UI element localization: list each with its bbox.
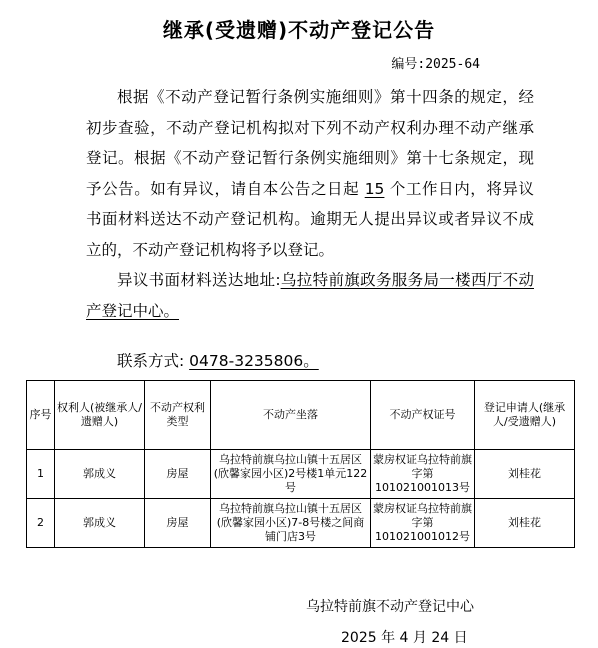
header-applicant: 登记申请人(继承人/受遗赠人) [475,381,575,450]
cell-right-type: 房屋 [145,450,211,499]
table-row [27,499,575,548]
cell-cert-no: 蒙房权证乌拉特前旗字第101021001012号 [371,499,475,548]
address-label: 异议书面材料送达地址: [117,271,281,289]
registration-table [26,380,575,548]
doc-number: 编号:2025-64 [391,57,480,72]
notice-paragraph-1 [86,82,534,265]
objection-days: 15 [364,179,385,198]
notice-body [86,82,534,326]
contact-label: 联系方式: [117,352,185,370]
footer-organization: 乌拉特前旗不动产登记中心 [306,599,474,615]
cell-applicant: 刘桂花 [475,450,575,499]
footer-date: 2025 年 4 月 24 日 [341,630,468,646]
contact-phone: 0478-3235806。 [189,352,319,370]
contact-line [117,349,319,373]
cell-location: 乌拉特前旗乌拉山镇十五居区(欣馨家园小区)2号楼1单元122号 [211,450,371,499]
header-cert-no: 不动产权证号 [371,381,475,450]
cell-owner: 郭成义 [55,450,145,499]
objection-address: 乌拉特前旗政务服务局一楼西厅不动产登记中心。 [86,271,534,320]
notice-title: 继承(受遗赠)不动产登记公告 [162,18,436,42]
cell-owner: 郭成义 [55,499,145,548]
para1-text-b: 个工作日内，将异议书面材料送达不动产登记机构。逾期无人提出异议或者异议不成立的，不动产登记机构将予以登记。 [86,179,534,259]
header-location: 不动产坐落 [211,381,371,450]
header-right-type: 不动产权利类型 [145,381,211,450]
header-owner: 权利人(被继承人/遗赠人) [55,381,145,450]
table-row [27,450,575,499]
cell-right-type: 房屋 [145,499,211,548]
para1-text-a: 根据《不动产登记暂行条例实施细则》第十四条的规定，经初步查验，不动产登记机构拟对下列不动产权利办理不动产继承登记。根据《不动产登记暂行条例实施细则》第十七条规定，现予公告。如有异议，请自本公告之日起 [86,88,534,198]
cell-no: 1 [27,450,55,499]
cell-no: 2 [27,499,55,548]
cell-location: 乌拉特前旗乌拉山镇十五居区(欣馨家园小区)7-8号楼之间商铺门店3号 [211,499,371,548]
cell-cert-no: 蒙房权证乌拉特前旗字第101021001013号 [371,450,475,499]
table-header-row [27,381,575,450]
cell-applicant: 刘桂花 [475,499,575,548]
notice-paragraph-2 [86,265,534,326]
header-no: 序号 [27,381,55,450]
